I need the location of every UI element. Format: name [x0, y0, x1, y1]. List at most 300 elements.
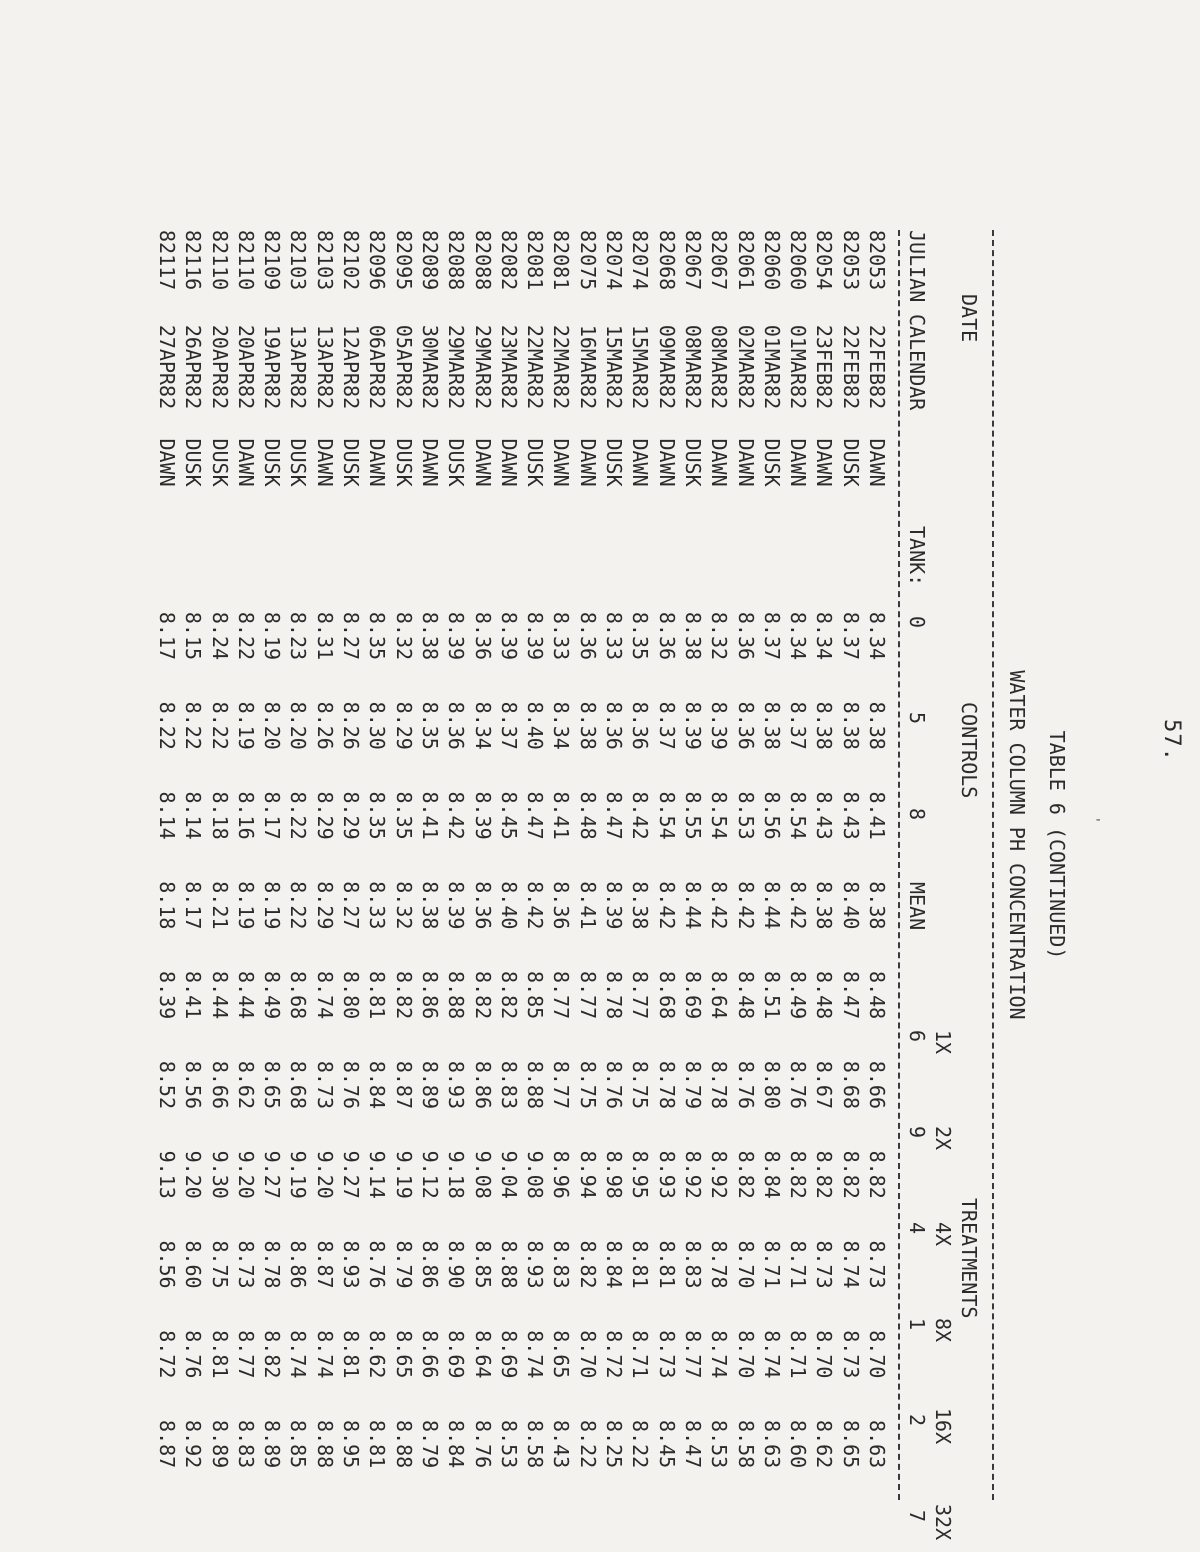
calendar-date-cell: 22FEB82 [865, 324, 889, 410]
ph-value-cell: 8.49 [260, 971, 285, 1020]
ph-value-cell: 8.54 [707, 791, 732, 840]
ph-value-cell: 8.94 [575, 1150, 600, 1199]
ph-value-cell: 8.88 [391, 1420, 416, 1469]
ph-value-cell: 8.22 [207, 701, 232, 750]
time-of-day-cell: DUSK [523, 438, 548, 487]
time-of-day-cell: DUSK [759, 438, 784, 487]
ph-value-cell: 8.81 [339, 1330, 364, 1379]
ph-value-cell: 8.89 [417, 1060, 442, 1110]
ph-value-cell: 8.39 [444, 881, 469, 930]
ph-value-cell: 8.72 [154, 1330, 179, 1379]
table-row [364, 230, 390, 1510]
ph-value-cell: 8.36 [444, 701, 469, 750]
ph-value-cell: 8.39 [444, 611, 469, 661]
calendar-date-cell: 19APR82 [260, 324, 285, 410]
header-tank-5: 5 [905, 712, 929, 725]
ph-value-cell: 8.74 [707, 1330, 732, 1379]
ph-value-cell: 8.53 [733, 791, 758, 840]
ph-value-cell: 8.77 [233, 1330, 258, 1379]
ph-value-cell: 8.53 [707, 1420, 732, 1469]
ph-value-cell: 8.86 [417, 971, 442, 1020]
ph-value-cell: 8.19 [233, 881, 258, 930]
ph-value-cell: 8.22 [286, 791, 311, 840]
ph-value-cell: 8.37 [786, 701, 811, 750]
ph-value-cell: 8.42 [707, 881, 732, 930]
calendar-date-cell: 15MAR82 [602, 324, 627, 410]
julian-date-cell: 82116 [181, 230, 206, 291]
time-of-day-cell: DAWN [654, 438, 679, 487]
ph-value-cell: 8.76 [339, 1060, 364, 1110]
time-of-day-cell: DAWN [496, 438, 521, 487]
ph-value-cell: 8.79 [680, 1060, 705, 1110]
time-of-day-cell: DAWN [233, 438, 258, 487]
header-level-1x: 1X [931, 1030, 955, 1055]
ph-value-cell: 8.24 [207, 611, 232, 661]
ph-value-cell: 8.73 [812, 1240, 837, 1289]
time-of-day-cell: DUSK [602, 438, 627, 487]
ph-value-cell: 8.47 [838, 971, 863, 1020]
ph-value-cell: 8.83 [549, 1240, 574, 1289]
ph-value-cell: 8.38 [680, 611, 705, 661]
ph-value-cell: 8.34 [549, 701, 574, 750]
time-of-day-cell: DAWN [575, 438, 600, 487]
ph-value-cell: 8.33 [365, 881, 390, 930]
ph-value-cell: 8.96 [549, 1150, 574, 1199]
time-of-day-cell: DUSK [444, 438, 469, 487]
ph-value-cell: 8.92 [181, 1420, 206, 1469]
time-of-day-cell: DUSK [339, 438, 364, 487]
ph-value-cell: 8.74 [523, 1330, 548, 1379]
ph-value-cell: 8.29 [312, 881, 337, 930]
time-of-day-cell: DAWN [312, 438, 337, 487]
ph-value-cell: 8.82 [496, 971, 521, 1020]
top-rule [992, 230, 994, 1500]
table-row [311, 230, 337, 1510]
ph-value-cell: 8.42 [628, 791, 653, 840]
calendar-date-cell: 23FEB82 [812, 324, 837, 410]
table-row [259, 230, 285, 1510]
calendar-date-cell: 12APR82 [339, 324, 364, 410]
calendar-date-cell: 06APR82 [365, 324, 390, 410]
ph-value-cell: 8.83 [496, 1060, 521, 1110]
ph-value-cell: 8.68 [286, 1060, 311, 1110]
ph-value-cell: 8.64 [470, 1330, 495, 1379]
calendar-date-cell: 15MAR82 [628, 324, 653, 410]
ph-value-cell: 8.62 [812, 1420, 837, 1469]
julian-date-cell: 82089 [417, 230, 442, 291]
ph-value-cell: 8.83 [680, 1240, 705, 1289]
table-row [469, 230, 495, 1510]
ph-value-cell: 8.36 [549, 881, 574, 930]
ph-value-cell: 8.42 [786, 881, 811, 930]
ph-table [154, 230, 890, 1510]
header-level-32x: 32X [931, 1504, 955, 1541]
ph-value-cell: 8.86 [417, 1240, 442, 1289]
ph-value-cell: 8.74 [286, 1330, 311, 1379]
ph-value-cell: 8.31 [312, 611, 337, 661]
ph-value-cell: 8.38 [838, 701, 863, 750]
calendar-date-cell: 23MAR82 [496, 324, 521, 410]
ph-value-cell: 8.39 [470, 791, 495, 840]
ph-value-cell: 8.44 [759, 881, 784, 930]
ph-value-cell: 8.88 [496, 1240, 521, 1289]
ph-value-cell: 8.41 [575, 881, 600, 930]
ph-value-cell: 8.29 [312, 791, 337, 840]
ph-value-cell: 8.27 [339, 611, 364, 661]
ph-value-cell: 9.14 [365, 1150, 390, 1199]
ph-value-cell: 8.82 [812, 1150, 837, 1199]
table-row [285, 230, 311, 1510]
julian-date-cell: 82081 [523, 230, 548, 291]
ph-value-cell: 8.33 [549, 611, 574, 661]
ph-value-cell: 8.82 [470, 971, 495, 1020]
header-mean: MEAN [905, 882, 929, 931]
julian-date-cell: 82067 [680, 230, 705, 291]
ph-value-cell: 8.75 [575, 1060, 600, 1110]
ph-value-cell: 8.38 [759, 701, 784, 750]
ph-value-cell: 8.32 [391, 611, 416, 661]
calendar-date-cell: 01MAR82 [786, 324, 811, 410]
table-row [180, 230, 206, 1510]
calendar-date-cell: 02MAR82 [733, 324, 758, 410]
julian-date-cell: 82117 [154, 230, 179, 291]
time-of-day-cell: DAWN [628, 438, 653, 487]
ph-value-cell: 8.71 [786, 1240, 811, 1289]
ph-value-cell: 8.36 [470, 881, 495, 930]
ph-value-cell: 8.85 [523, 971, 548, 1020]
table-row [154, 230, 180, 1510]
ph-value-cell: 8.43 [812, 791, 837, 840]
ph-value-cell: 9.12 [417, 1150, 442, 1199]
ph-value-cell: 8.37 [838, 611, 863, 661]
ph-value-cell: 8.82 [260, 1330, 285, 1379]
ph-value-cell: 8.17 [260, 791, 285, 840]
ph-value-cell: 8.34 [470, 701, 495, 750]
ph-value-cell: 8.63 [759, 1420, 784, 1469]
ph-value-cell: 8.25 [602, 1420, 627, 1469]
ph-value-cell: 8.35 [417, 701, 442, 750]
ph-value-cell: 8.71 [628, 1330, 653, 1379]
time-of-day-cell: DUSK [286, 438, 311, 487]
ph-value-cell: 8.36 [733, 611, 758, 661]
ph-value-cell: 8.32 [707, 611, 732, 661]
header-tank-4: 4 [905, 1222, 929, 1235]
header-julian: JULIAN [905, 230, 929, 303]
ph-value-cell: 8.78 [260, 1240, 285, 1289]
ph-value-cell: 8.48 [575, 791, 600, 840]
ph-value-cell: 8.85 [470, 1240, 495, 1289]
calendar-date-cell: 30MAR82 [417, 324, 442, 410]
ph-value-cell: 8.77 [575, 971, 600, 1020]
julian-date-cell: 82088 [444, 230, 469, 291]
ph-value-cell: 8.39 [523, 611, 548, 661]
table-row [601, 230, 627, 1510]
ph-value-cell: 8.75 [207, 1240, 232, 1289]
ph-value-cell: 8.84 [444, 1420, 469, 1469]
page-number: 57. [1158, 719, 1184, 762]
ph-value-cell: 8.82 [838, 1150, 863, 1199]
ph-value-cell: 8.73 [865, 1240, 889, 1289]
ph-value-cell: 8.92 [707, 1150, 732, 1199]
ph-value-cell: 8.40 [838, 881, 863, 930]
header-tank-7: 7 [905, 1510, 929, 1523]
ph-value-cell: 8.40 [523, 701, 548, 750]
ph-value-cell: 8.48 [865, 971, 889, 1020]
ph-value-cell: 8.54 [786, 791, 811, 840]
ph-value-cell: 8.42 [654, 881, 679, 930]
ph-value-cell: 8.70 [865, 1330, 889, 1379]
ph-value-cell: 8.89 [207, 1420, 232, 1469]
calendar-date-cell: 29MAR82 [444, 324, 469, 410]
table-row [574, 230, 600, 1510]
ph-value-cell: 9.20 [233, 1150, 258, 1199]
ph-value-cell: 8.47 [602, 791, 627, 840]
ph-value-cell: 8.82 [575, 1240, 600, 1289]
ph-value-cell: 8.38 [417, 881, 442, 930]
header-tank-0: 0 [905, 616, 929, 629]
ph-value-cell: 8.81 [628, 1240, 653, 1289]
ph-value-cell: 8.69 [444, 1330, 469, 1379]
ph-value-cell: 8.47 [680, 1420, 705, 1469]
ph-value-cell: 8.66 [417, 1330, 442, 1379]
julian-date-cell: 82095 [391, 230, 416, 291]
ph-value-cell: 8.81 [654, 1240, 679, 1289]
ph-value-cell: 8.76 [365, 1240, 390, 1289]
time-of-day-cell: DUSK [391, 438, 416, 487]
table-row [680, 230, 706, 1510]
ph-value-cell: 8.22 [286, 881, 311, 930]
time-of-day-cell: DAWN [707, 438, 732, 487]
ph-value-cell: 8.38 [865, 881, 889, 930]
ph-value-cell: 8.95 [628, 1150, 653, 1199]
rotated-table-page [150, 190, 1070, 1541]
ph-value-cell: 8.70 [575, 1330, 600, 1379]
table-row [837, 230, 863, 1510]
table-row [732, 230, 758, 1510]
ph-value-cell: 8.38 [812, 881, 837, 930]
ph-value-cell: 8.44 [207, 971, 232, 1020]
ph-value-cell: 8.73 [233, 1240, 258, 1289]
ph-value-cell: 8.37 [654, 701, 679, 750]
table-row [548, 230, 574, 1510]
ph-value-cell: 8.62 [233, 1060, 258, 1110]
ph-value-cell: 8.93 [654, 1150, 679, 1199]
ph-value-cell: 8.36 [654, 611, 679, 661]
ph-value-cell: 8.22 [575, 1420, 600, 1469]
ph-value-cell: 8.83 [233, 1420, 258, 1469]
ph-value-cell: 8.73 [654, 1330, 679, 1379]
julian-date-cell: 82110 [233, 230, 258, 291]
ph-value-cell: 8.82 [733, 1150, 758, 1199]
header-tank-1: 1 [905, 1318, 929, 1331]
calendar-date-cell: 29MAR82 [470, 324, 495, 410]
ph-value-cell: 8.77 [680, 1330, 705, 1379]
julian-date-cell: 82068 [654, 230, 679, 291]
ph-value-cell: 8.39 [680, 701, 705, 750]
ph-value-cell: 8.35 [391, 791, 416, 840]
julian-date-cell: 82088 [470, 230, 495, 291]
ph-value-cell: 8.93 [444, 1060, 469, 1110]
table-row [390, 230, 416, 1510]
julian-date-cell: 82060 [786, 230, 811, 291]
time-of-day-cell: DAWN [470, 438, 495, 487]
ph-value-cell: 8.40 [496, 881, 521, 930]
ph-value-cell: 8.81 [365, 971, 390, 1020]
ph-value-cell: 8.74 [312, 971, 337, 1020]
ph-value-cell: 8.35 [365, 611, 390, 661]
ph-value-cell: 8.49 [786, 971, 811, 1020]
ph-value-cell: 8.58 [733, 1420, 758, 1469]
time-of-day-cell: DAWN [417, 438, 442, 487]
table-row [811, 230, 837, 1510]
table-row [706, 230, 732, 1510]
ph-value-cell: 9.13 [154, 1150, 179, 1199]
ph-value-cell: 8.18 [207, 791, 232, 840]
ph-value-cell: 8.43 [838, 791, 863, 840]
julian-date-cell: 82054 [812, 230, 837, 291]
ph-value-cell: 8.35 [628, 611, 653, 661]
ph-value-cell: 8.42 [733, 881, 758, 930]
ph-value-cell: 9.19 [391, 1150, 416, 1199]
ph-value-cell: 8.23 [286, 611, 311, 661]
header-level-2x: 2X [931, 1126, 955, 1151]
julian-date-cell: 82061 [733, 230, 758, 291]
julian-date-cell: 82103 [312, 230, 337, 291]
header-level-8x: 8X [931, 1318, 955, 1343]
julian-date-cell: 82110 [207, 230, 232, 291]
ph-value-cell: 8.84 [759, 1150, 784, 1199]
ph-value-cell: 8.82 [865, 1150, 889, 1199]
ph-value-cell: 9.19 [286, 1150, 311, 1199]
ph-value-cell: 8.45 [496, 791, 521, 840]
ph-value-cell: 8.65 [549, 1330, 574, 1379]
ph-value-cell: 8.78 [707, 1060, 732, 1110]
ph-value-cell: 8.35 [365, 791, 390, 840]
ph-value-cell: 8.63 [865, 1420, 889, 1469]
ph-value-cell: 8.38 [628, 881, 653, 930]
ph-value-cell: 8.42 [523, 881, 548, 930]
time-of-day-cell: DAWN [549, 438, 574, 487]
ph-value-cell: 8.52 [154, 1060, 179, 1110]
ph-value-cell: 8.66 [865, 1060, 889, 1110]
julian-date-cell: 82053 [865, 230, 889, 291]
header-level-16x: 16X [931, 1408, 955, 1445]
ph-value-cell: 8.44 [680, 881, 705, 930]
ph-value-cell: 8.56 [759, 791, 784, 840]
ph-value-cell: 8.30 [365, 701, 390, 750]
julian-date-cell: 82075 [575, 230, 600, 291]
table-row [653, 230, 679, 1510]
ph-value-cell: 8.14 [154, 791, 179, 840]
ph-value-cell: 8.87 [154, 1420, 179, 1469]
julian-date-cell: 82081 [549, 230, 574, 291]
ph-value-cell: 8.16 [233, 791, 258, 840]
julian-date-cell: 82067 [707, 230, 732, 291]
ph-value-cell: 8.69 [680, 971, 705, 1020]
table-row [496, 230, 522, 1510]
ph-value-cell: 8.68 [838, 1060, 863, 1110]
ph-value-cell: 8.47 [523, 791, 548, 840]
ph-value-cell: 8.41 [417, 791, 442, 840]
julian-date-cell: 82102 [339, 230, 364, 291]
ph-value-cell: 9.18 [444, 1150, 469, 1199]
calendar-date-cell: 05APR82 [391, 324, 416, 410]
ph-value-cell: 8.38 [417, 611, 442, 661]
ph-value-cell: 8.34 [865, 611, 889, 661]
ph-value-cell: 8.51 [759, 971, 784, 1020]
ph-value-cell: 8.20 [286, 701, 311, 750]
ph-value-cell: 8.39 [154, 971, 179, 1020]
ph-value-cell: 8.68 [286, 971, 311, 1020]
ph-value-cell: 9.30 [207, 1150, 232, 1199]
ph-value-cell: 8.36 [602, 701, 627, 750]
ph-value-cell: 8.86 [286, 1240, 311, 1289]
ph-value-cell: 8.77 [549, 1060, 574, 1110]
header-level-4x: 4X [931, 1222, 955, 1247]
ph-value-cell: 8.87 [312, 1240, 337, 1289]
ph-value-cell: 8.92 [680, 1150, 705, 1199]
ph-value-cell: 8.74 [759, 1330, 784, 1379]
ph-value-cell: 8.90 [444, 1240, 469, 1289]
ph-value-cell: 8.95 [339, 1420, 364, 1469]
ph-value-cell: 8.85 [286, 1420, 311, 1469]
ph-value-cell: 8.77 [628, 971, 653, 1020]
time-of-day-cell: DAWN [154, 438, 179, 487]
ph-value-cell: 8.29 [339, 791, 364, 840]
ph-value-cell: 8.20 [260, 701, 285, 750]
ph-value-cell: 8.60 [786, 1420, 811, 1469]
julian-date-cell: 82103 [286, 230, 311, 291]
table-row [785, 230, 811, 1510]
ph-value-cell: 9.08 [470, 1150, 495, 1199]
ph-value-cell: 8.22 [628, 1420, 653, 1469]
ph-value-cell: 8.56 [154, 1240, 179, 1289]
table-row [864, 230, 890, 1510]
time-of-day-cell: DAWN [733, 438, 758, 487]
calendar-date-cell: 20APR82 [233, 324, 258, 410]
ph-value-cell: 8.41 [181, 971, 206, 1020]
ph-value-cell: 8.29 [391, 701, 416, 750]
ph-value-cell: 8.69 [496, 1330, 521, 1379]
ph-value-cell: 8.42 [444, 791, 469, 840]
time-of-day-cell: DUSK [838, 438, 863, 487]
time-of-day-cell: DAWN [812, 438, 837, 487]
ph-value-cell: 8.72 [602, 1330, 627, 1379]
ph-value-cell: 8.93 [523, 1240, 548, 1289]
ph-value-cell: 8.82 [391, 971, 416, 1020]
table-row [233, 230, 259, 1510]
ph-value-cell: 9.04 [496, 1150, 521, 1199]
ph-value-cell: 9.27 [339, 1150, 364, 1199]
ph-value-cell: 8.76 [786, 1060, 811, 1110]
ph-value-cell: 9.20 [312, 1150, 337, 1199]
julian-date-cell: 82096 [365, 230, 390, 291]
table-row [443, 230, 469, 1510]
ph-value-cell: 8.75 [628, 1060, 653, 1110]
ph-value-cell: 8.88 [523, 1060, 548, 1110]
ph-value-cell: 8.26 [339, 701, 364, 750]
calendar-date-cell: 13APR82 [312, 324, 337, 410]
ph-value-cell: 8.15 [181, 611, 206, 661]
ph-value-cell: 8.36 [470, 611, 495, 661]
ph-value-cell: 9.08 [523, 1150, 548, 1199]
ph-value-cell: 8.43 [549, 1420, 574, 1469]
calendar-date-cell: 22FEB82 [838, 324, 863, 410]
table-row [627, 230, 653, 1510]
ph-value-cell: 8.54 [654, 791, 679, 840]
ph-value-cell: 8.76 [470, 1420, 495, 1469]
header-tank-9: 9 [905, 1126, 929, 1139]
